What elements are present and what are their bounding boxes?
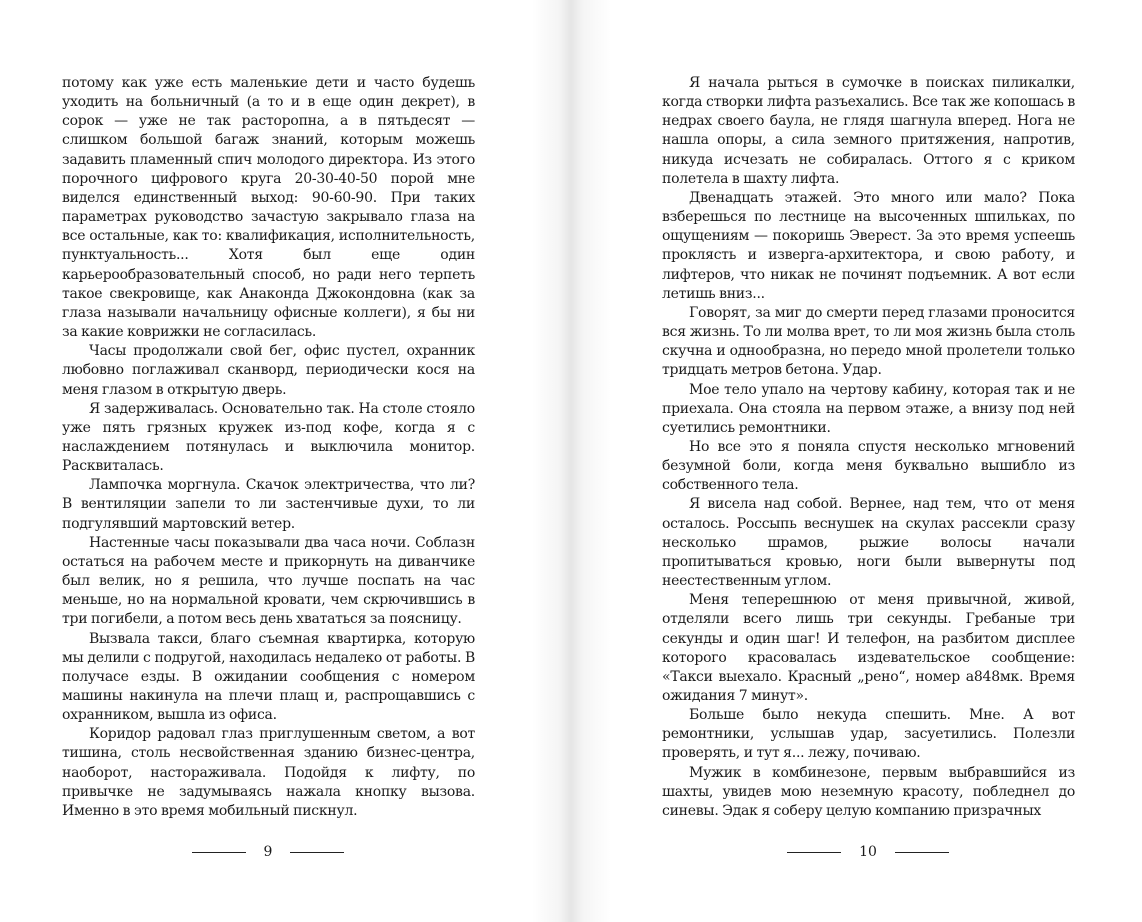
right-page-text <box>662 74 1075 821</box>
paragraph: Я задерживалась. Основательно так. На столе стояло уже пять грязных кружек из-под кофе, когда я с наслаждением потянулась и выключила монитор. Расквиталась. <box>62 400 475 475</box>
right-page <box>571 0 1142 922</box>
paragraph: Вызвала такси, благо съемная квартирка, которую мы делили с подругой, находилась недалеко от работы. В получасе езды. В ожидании сообщения с номером машины накинула на плечи плащ и, распрощавшись с охранником, вышла из офиса. <box>62 630 475 724</box>
paragraph: Коридор радовал глаз приглушенным светом, а вот тишина, столь несвойственная зданию бизнес-центра, наоборот, настораживала. Подойдя к лифту, по привычке не задумываясь нажала кнопку вызова. Именно в это время мобильный пискнул. <box>62 726 475 819</box>
folio-rule-right <box>290 852 344 853</box>
folio-rule-left <box>787 852 841 853</box>
paragraph: потому как уже есть маленькие дети и часто будешь уходить на больничный (а то и в еще один декрет), в сорок — уже не так расторопна, а в пятьдесят — слишком большой багаж знаний, которым можешь задавить пламенный спич молодого директора. Из этого порочного цифрового круга 20-30-40-50 порой мне виделся единственный выход: 90-60-90. При таких параметрах руководство зачастую закрывало глаза на все остальные, как то: квалификация, исполнительность, пунктуальность... Хотя был еще один карьерообразовательный способ, но ради него терпеть такое свекровище, как Анаконда Джокондовна (как за глаза называли начальницу офисные коллеги), я бы ни за какие коврижки не согласилась. <box>62 75 475 341</box>
page-number-footer <box>180 842 356 862</box>
left-page-text <box>62 74 475 821</box>
paragraph: Но все это я поняла спустя несколько мгновений безумной боли, когда меня буквально вышибло из собственного тела. <box>662 438 1075 494</box>
paragraph: Настенные часы показывали два часа ночи. Соблазн остаться на рабочем месте и прикорнуть на диванчике был велик, но я решила, что лучше поспать на час меньше, но на нормальной кровати, чем скрючившись в три погибели, а потом весь день хвататься за поясницу. <box>62 534 475 628</box>
gutter-shadow <box>571 0 611 922</box>
paragraph: Я начала рыться в сумочке в поисках пиликалки, когда створки лифта разъехались. Все так же копошась в недрах своего баула, не глядя шагнула вперед. Нога не нашла опоры, а сила земного притяжения, напротив, никуда исчезать не собиралась. Оттого я с криком полетела в шахту лифта. <box>662 75 1075 187</box>
page-number: 10 <box>859 844 877 860</box>
folio-rule-right <box>895 852 949 853</box>
paragraph: Мужик в комбинезоне, первым выбравшийся из шахты, увидев мою неземную красоту, побледнел до синевы. Эдак я соберу целую компанию призрачных <box>662 764 1075 819</box>
folio-rule-left <box>192 852 246 853</box>
paragraph: Лампочка моргнула. Скачок электричества, что ли? В вентиляции запели то ли застенчивые духи, то ли подгулявший мартовский ветер. <box>62 477 475 532</box>
page-number: 9 <box>263 844 273 860</box>
paragraph: Говорят, за миг до смерти перед глазами проносится вся жизнь. То ли молва врет, то ли моя жизнь была столь скучна и однообразна, но передо мной пролетели только тридцать метров бетона. Удар. <box>662 304 1075 379</box>
paragraph: Часы продолжали свой бег, офис пустел, охранник любовно поглаживал сканворд, периодически кося на меня глазом в открытую дверь. <box>62 343 475 398</box>
paragraph: Я висела над собой. Вернее, над тем, что от меня осталось. Россыпь веснушек на скулах рассекли сразу несколько шрамов, рыжие волосы начали пропитываться кровью, ноги были вывернуты под неестественным углом. <box>662 496 1075 590</box>
paragraph: Меня теперешнюю от меня привычной, живой, отделяли всего лишь три секунды. Гребаные три секунды и один шаг! И телефон, на разбитом дисплее которого красовалась издевательское сообщение: «Такси выехало. Красный „рено“, номер а848мк. Время ожидания 7 минут». <box>662 592 1075 704</box>
paragraph: Больше было некуда спешить. Мне. А вот ремонтники, услышав удар, засуетились. Полезли проверять, и тут я... лежу, почиваю. <box>662 707 1075 762</box>
paragraph: Двенадцать этажей. Это много или мало? Пока взберешься по лестнице на высоченных шпильках, по ощущениям — покоришь Эверест. За это время успеешь проклясть и изверга-архитектора, и свою работу, и лифтеров, что никак не починят подъемник. А вот если летишь вниз... <box>662 189 1075 302</box>
paragraph: Мое тело упало на чертову кабину, которая так и не приехала. Она стояла на первом этаже, а внизу под ней суетились ремонтники. <box>662 381 1075 436</box>
gutter-shadow <box>531 0 571 922</box>
page-number-footer <box>780 842 956 862</box>
